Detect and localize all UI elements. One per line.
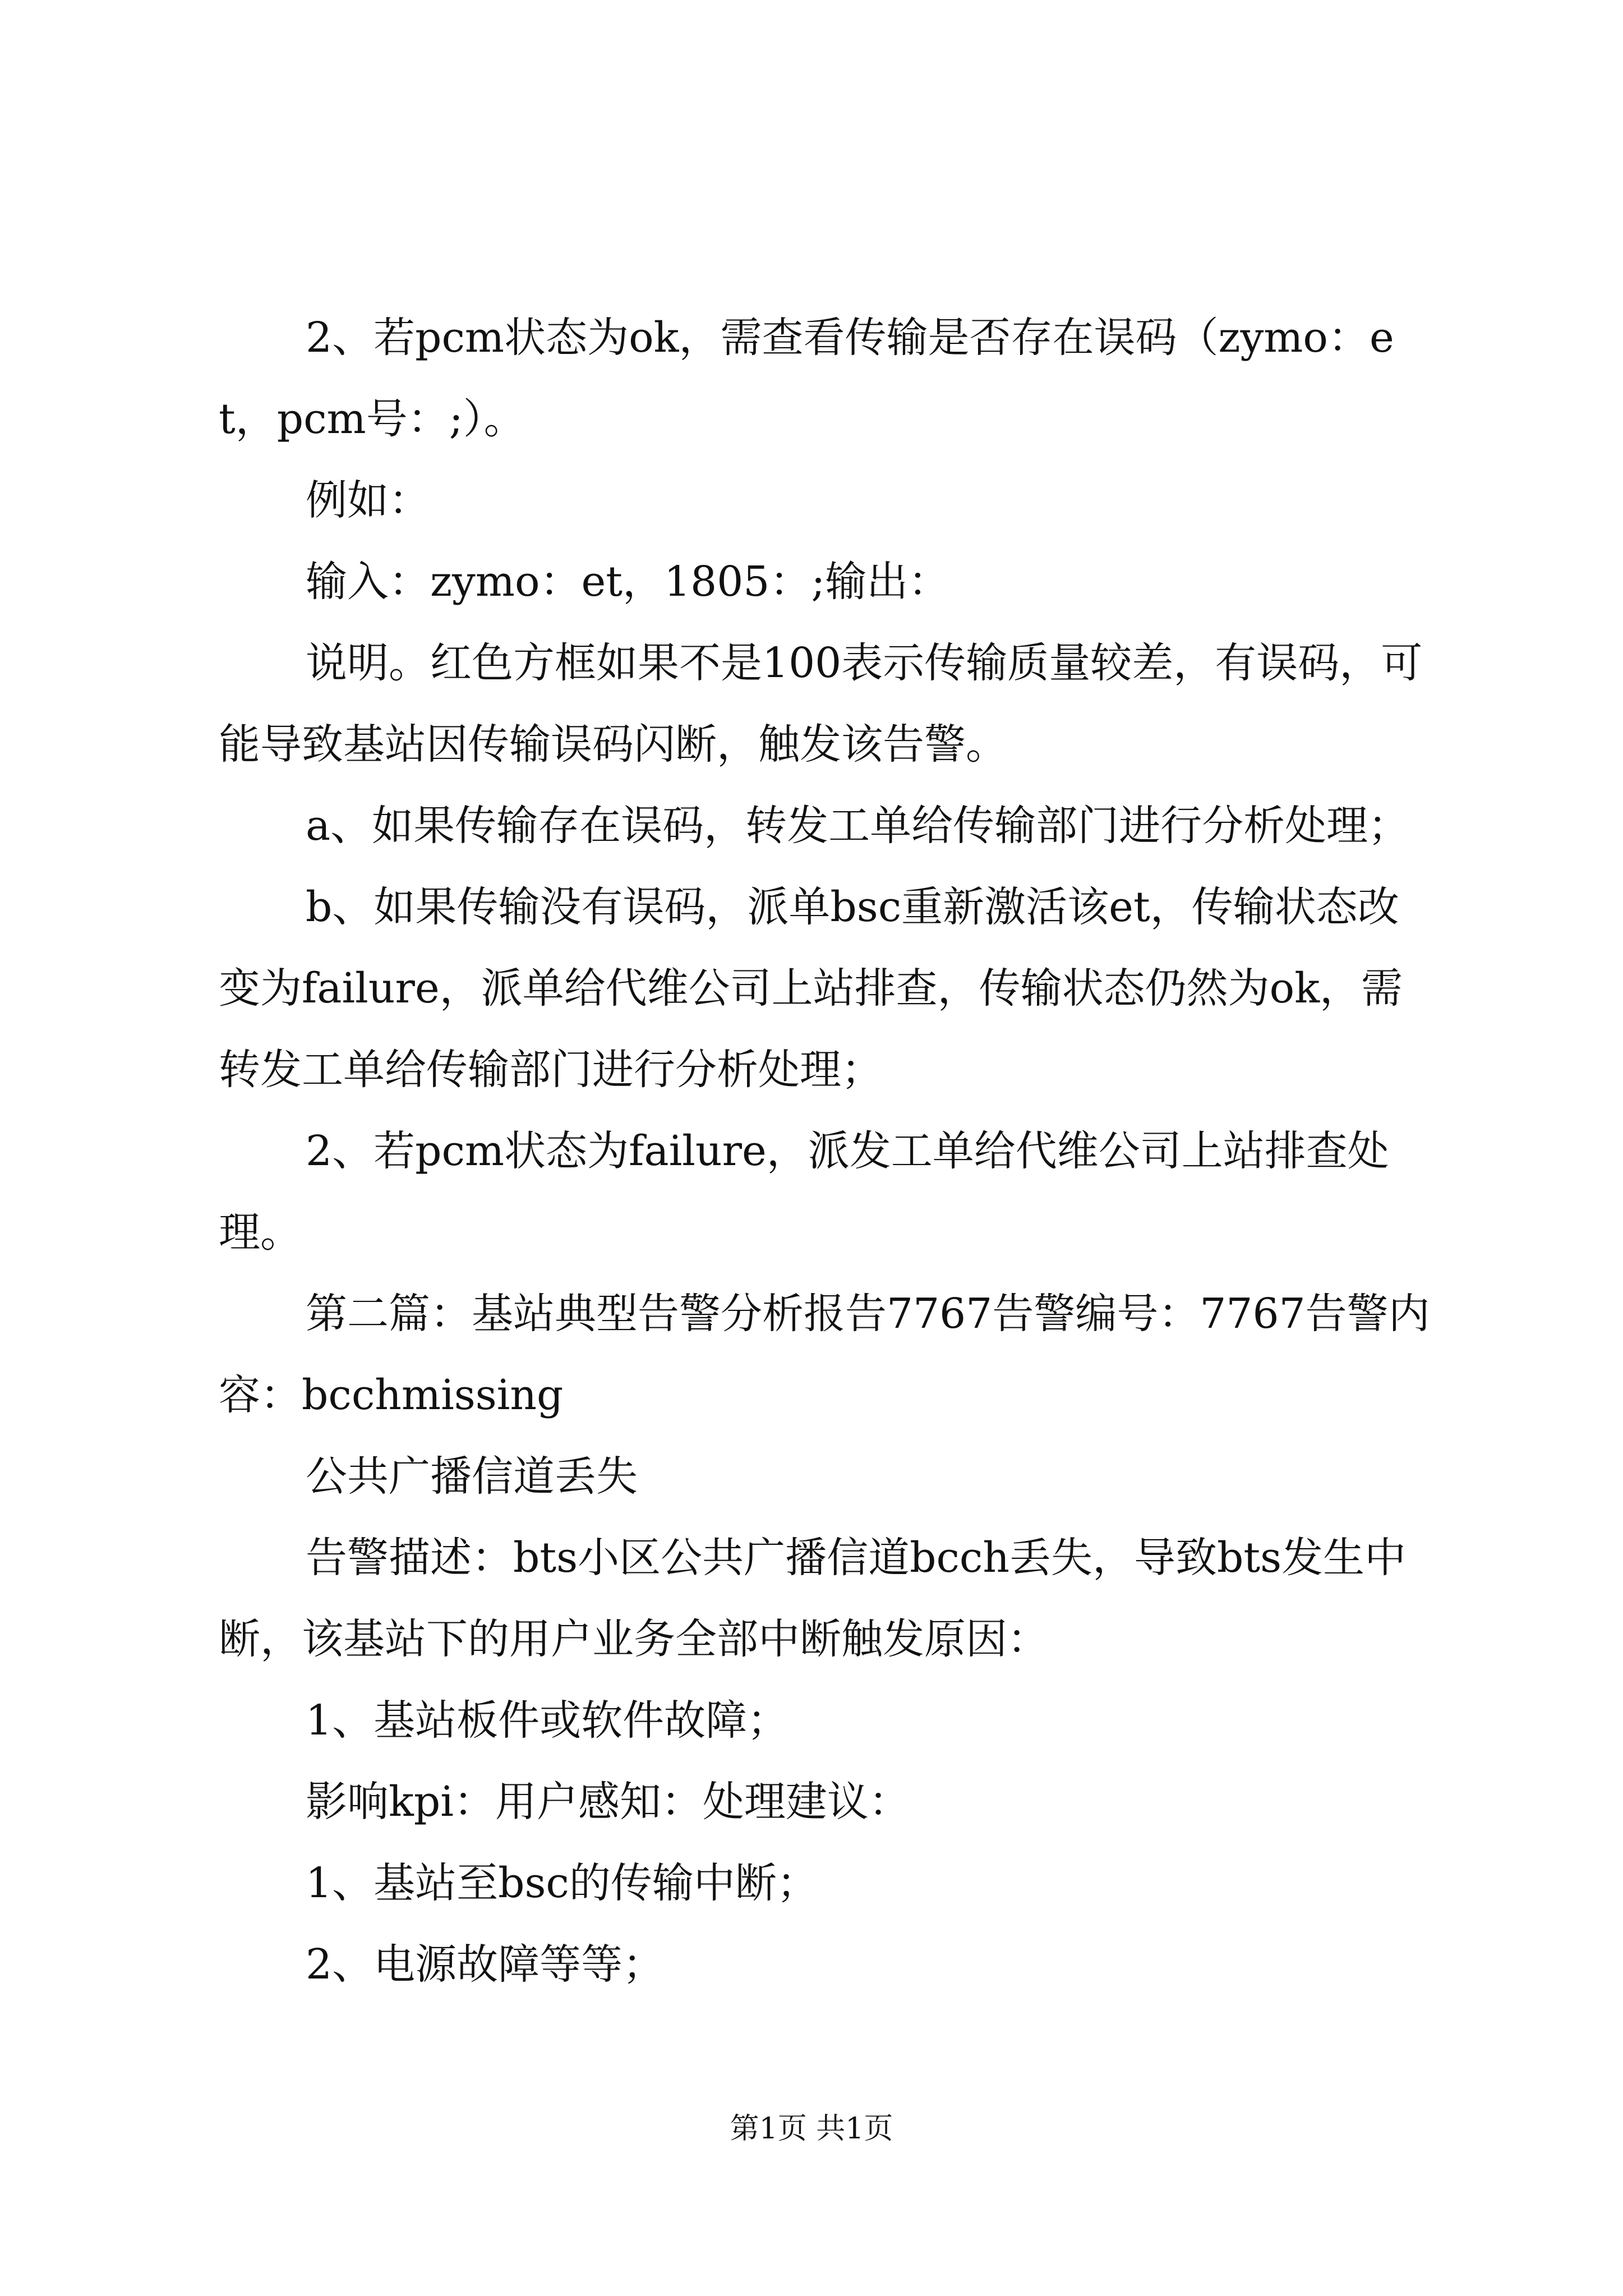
paragraph-example: 例如： — [306, 476, 430, 524]
paragraph-pcm-failure: 2、若pcm状态为failure，派发工单给代维公司上站排查处理。 — [219, 1127, 1389, 1257]
paragraph-case-a: a、如果传输存在误码，转发工单给传输部门进行分析处理； — [306, 802, 1410, 850]
paragraph-explanation: 说明。红色方框如果不是100表示传输质量较差，有误码，可能导致基站因传输误码闪断，触发该告警。 — [219, 639, 1423, 769]
paragraph-case-b: b、如果传输没有误码，派单bsc重新激活该et，传输状态改变为failure，派单给代维公司上站排查，传输状态仍然为ok，需转发工单给传输部门进行分析处理； — [219, 883, 1403, 1094]
paragraph-input-output: 输入：zymo：et，1805：;输出： — [306, 558, 950, 606]
paragraph-suggestion-2: 2、电源故障等等； — [306, 1940, 665, 1989]
paragraph-suggestion-1: 1、基站至bsc的传输中断； — [306, 1859, 818, 1907]
paragraph-section-two-heading: 第二篇：基站典型告警分析报告7767告警编号：7767告警内容：bcchmissing — [219, 1290, 1430, 1419]
paragraph-cause-1: 1、基站板件或软件故障； — [306, 1696, 789, 1745]
paragraph-kpi: 影响kpi：用户感知：处理建议： — [306, 1778, 910, 1826]
paragraph-pcm-ok: 2、若pcm状态为ok，需查看传输是否存在误码（zymo：et，pcm号：;）。 — [219, 314, 1394, 443]
page-footer: 第1页 共1页 — [730, 2112, 893, 2146]
document-body — [219, 297, 1430, 2005]
paragraph-alarm-description: 告警描述：bts小区公共广播信道bcch丢失，导致bts发生中断，该基站下的用户业务全部中断触发原因： — [219, 1534, 1407, 1663]
paragraph-bcch-title: 公共广播信道丢失 — [306, 1452, 638, 1501]
